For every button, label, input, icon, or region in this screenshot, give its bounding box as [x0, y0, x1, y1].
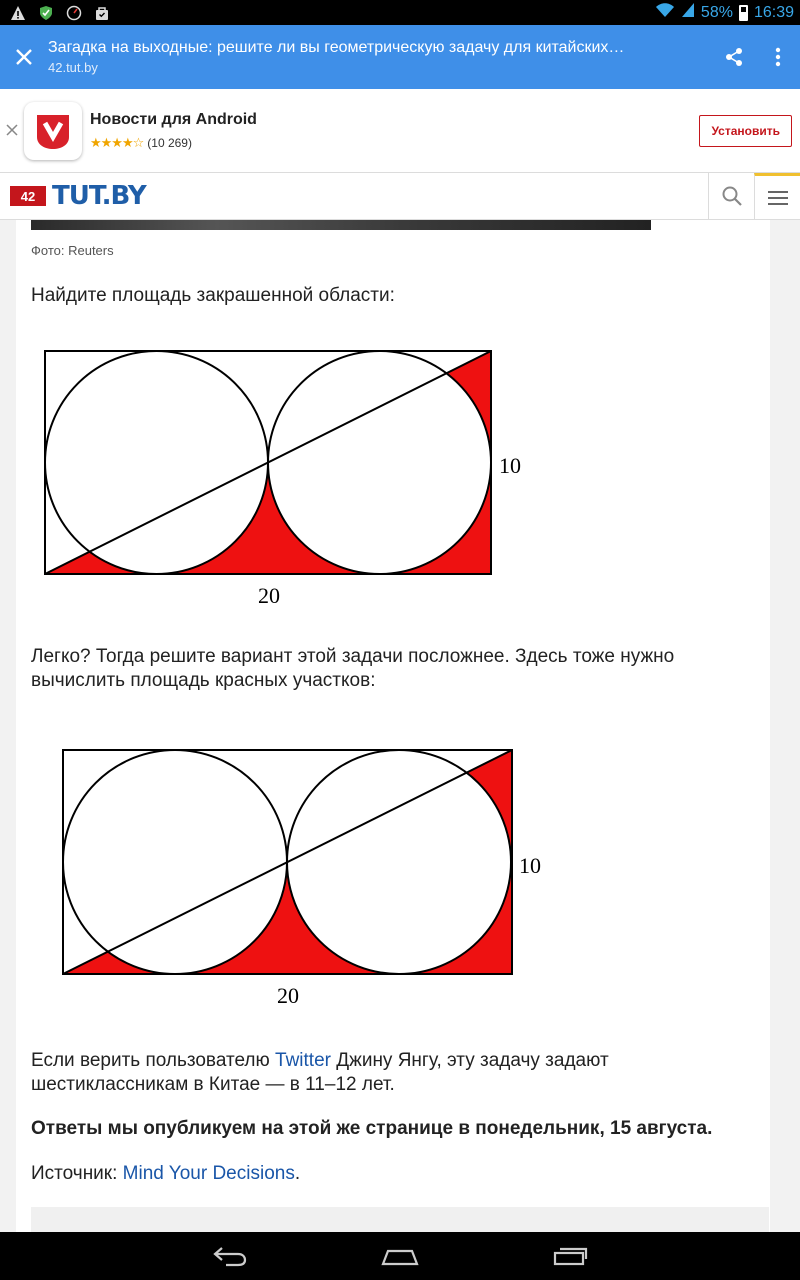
warning-icon	[10, 5, 26, 21]
rating-count: (10 269)	[147, 135, 192, 150]
article-body	[16, 220, 770, 1232]
figure2-side-label: 10	[519, 853, 541, 878]
banner-close-button[interactable]	[0, 119, 24, 142]
answer-note-text: Ответы мы опубликуем на этой же странице в понедельник, 15 августа.	[31, 1118, 713, 1139]
prompt-text-1: Найдите площадь закрашенной области:	[31, 285, 395, 306]
context-text-start: Если верить пользователю	[31, 1050, 276, 1071]
status-time: 16:39	[753, 3, 794, 21]
twitter-link[interactable]: Twitter	[275, 1050, 331, 1071]
logo-number[interactable]: 42	[10, 186, 46, 206]
share-button[interactable]	[712, 25, 756, 89]
status-bar	[0, 0, 800, 25]
hamburger-icon	[767, 189, 789, 207]
figure1-side-label: 10	[499, 453, 521, 478]
photo-caption: Фото: Reuters	[31, 243, 114, 258]
close-tab-button[interactable]	[0, 25, 48, 89]
source-line	[31, 1162, 751, 1186]
battery-percent: 58%	[700, 3, 733, 21]
news-app-icon	[33, 111, 73, 151]
recents-button[interactable]	[550, 1241, 590, 1271]
app-install-banner	[0, 89, 800, 173]
context-text-end: Джину Янгу, эту задачу задают шестиклассникам в Китае — в 11–12 лет.	[31, 1050, 609, 1095]
geometry-figure-1[interactable]	[41, 345, 561, 615]
shield-icon	[38, 5, 54, 21]
signal-icon	[681, 2, 695, 23]
recents-icon	[552, 1245, 588, 1267]
prompt-text-2: Легко? Тогда решите вариант этой задачи посложнее. Здесь тоже нужно вычислить площадь красных участков:	[31, 646, 675, 691]
site-header	[0, 173, 800, 220]
bag-icon	[94, 5, 110, 21]
app-rating	[90, 135, 699, 151]
geometry-figure-2[interactable]	[59, 744, 579, 1014]
source-link[interactable]: Mind Your Decisions	[122, 1163, 295, 1184]
navigation-bar	[0, 1232, 800, 1280]
site-logo[interactable]: TUT.BY	[52, 181, 146, 211]
answer-note	[31, 1117, 751, 1141]
page-url: 42.tut.by	[48, 60, 98, 75]
figure1-bottom-label: 20	[258, 583, 280, 608]
home-button[interactable]	[380, 1241, 420, 1271]
back-button[interactable]	[210, 1241, 250, 1271]
close-icon	[15, 48, 33, 66]
more-options-button[interactable]	[756, 25, 800, 89]
next-block	[31, 1207, 769, 1232]
menu-button[interactable]	[754, 173, 800, 219]
back-icon	[212, 1245, 248, 1267]
app-name: Новости для Android	[90, 110, 257, 128]
speedometer-icon	[66, 5, 82, 21]
home-icon	[380, 1246, 420, 1266]
app-logo	[24, 102, 82, 160]
install-button[interactable]: Установить	[699, 115, 792, 147]
search-icon	[721, 185, 743, 207]
share-icon	[724, 47, 744, 67]
rating-stars-icon: ★★★★☆	[90, 134, 144, 150]
page-title: Загадка на выходные: решите ли вы геометрическую задачу для китайских…	[48, 39, 625, 56]
wifi-icon	[655, 2, 675, 23]
close-icon	[6, 124, 18, 136]
browser-toolbar	[0, 25, 800, 89]
source-label: Источник:	[31, 1163, 123, 1184]
battery-icon	[739, 5, 748, 21]
article-photo[interactable]	[31, 220, 651, 230]
more-vert-icon	[775, 47, 781, 67]
figure2-bottom-label: 20	[277, 983, 299, 1008]
context-paragraph	[31, 1049, 751, 1097]
source-end: .	[294, 1163, 301, 1184]
search-button[interactable]	[708, 173, 754, 219]
toolbar-titles	[48, 39, 712, 75]
